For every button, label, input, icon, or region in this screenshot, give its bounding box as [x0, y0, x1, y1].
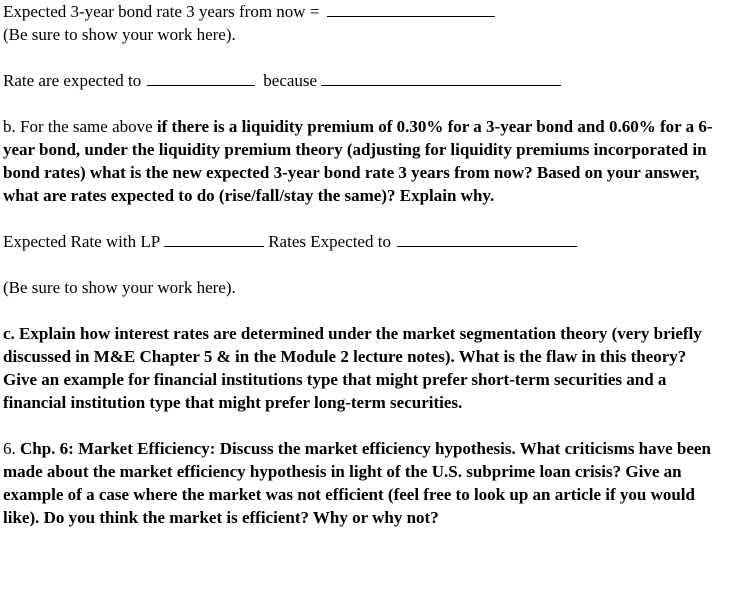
show-work-b: (Be sure to show your work here).: [3, 278, 236, 297]
expected-rate-lp-label: Expected Rate with LP: [3, 232, 161, 251]
part-b-question: [3, 115, 721, 207]
rates-expected-label: Rate are expected to: [3, 71, 142, 90]
because-blank: [321, 70, 561, 86]
spacer: [3, 414, 725, 437]
part-b-prefix: b. For the same above: [3, 117, 157, 136]
expected-rate-lp-blank: [164, 231, 264, 247]
rates-expected-to-blank: [397, 231, 577, 247]
rates-expected-blank: [147, 70, 255, 86]
question-6-text: Chp. 6: Market Efficiency: Discuss the market efficiency hypothesis. What criticisms have been made about the market efficiency hypothesis in light of the U.S. subprime loan crisis? Give an example of a case where the market was not efficient (feel free to look up an article if you would like). Do you think the market is efficient? Why or why not?: [3, 439, 711, 527]
part-b-bold-text: if there is a liquidity premium of 0.30% for a 3-year bond and 0.60% for a 6-year bond, under the liquidity premium theory (adjusting for liquidity premiums incorporated in bond rates) what is the new expected 3-year bond rate 3 years from now? Based on your answer, what are rates expected to do (rise/fall/stay the same)? Explain why.: [3, 117, 713, 205]
show-work-a: (Be sure to show your work here).: [3, 25, 236, 44]
question-6: [3, 437, 723, 529]
expected-rate-label: Expected 3-year bond rate 3 years from now =: [3, 2, 320, 21]
question-6-number: 6.: [3, 439, 20, 458]
spacer: [3, 92, 725, 115]
document-page: [3, 0, 725, 529]
spacer: [3, 299, 725, 322]
spacer: [3, 253, 725, 276]
spacer: [3, 207, 725, 230]
rates-expected-line: [3, 69, 725, 92]
spacer: [3, 46, 725, 69]
rates-expected-to-label: Rates Expected to: [268, 232, 391, 251]
part-c-question: c. Explain how interest rates are determined under the market segmentation theory (very briefly discussed in M&E Chapter 5 & in the Module 2 lecture notes). What is the flaw in this theory? Give an example for financial institutions type that might prefer short-term securities and a financial institution type that might prefer long-term securities.: [3, 324, 702, 412]
because-label: because: [263, 71, 318, 90]
expected-rate-line: [3, 0, 725, 23]
expected-rate-blank: [327, 1, 495, 17]
expected-rate-lp-line: [3, 230, 725, 253]
